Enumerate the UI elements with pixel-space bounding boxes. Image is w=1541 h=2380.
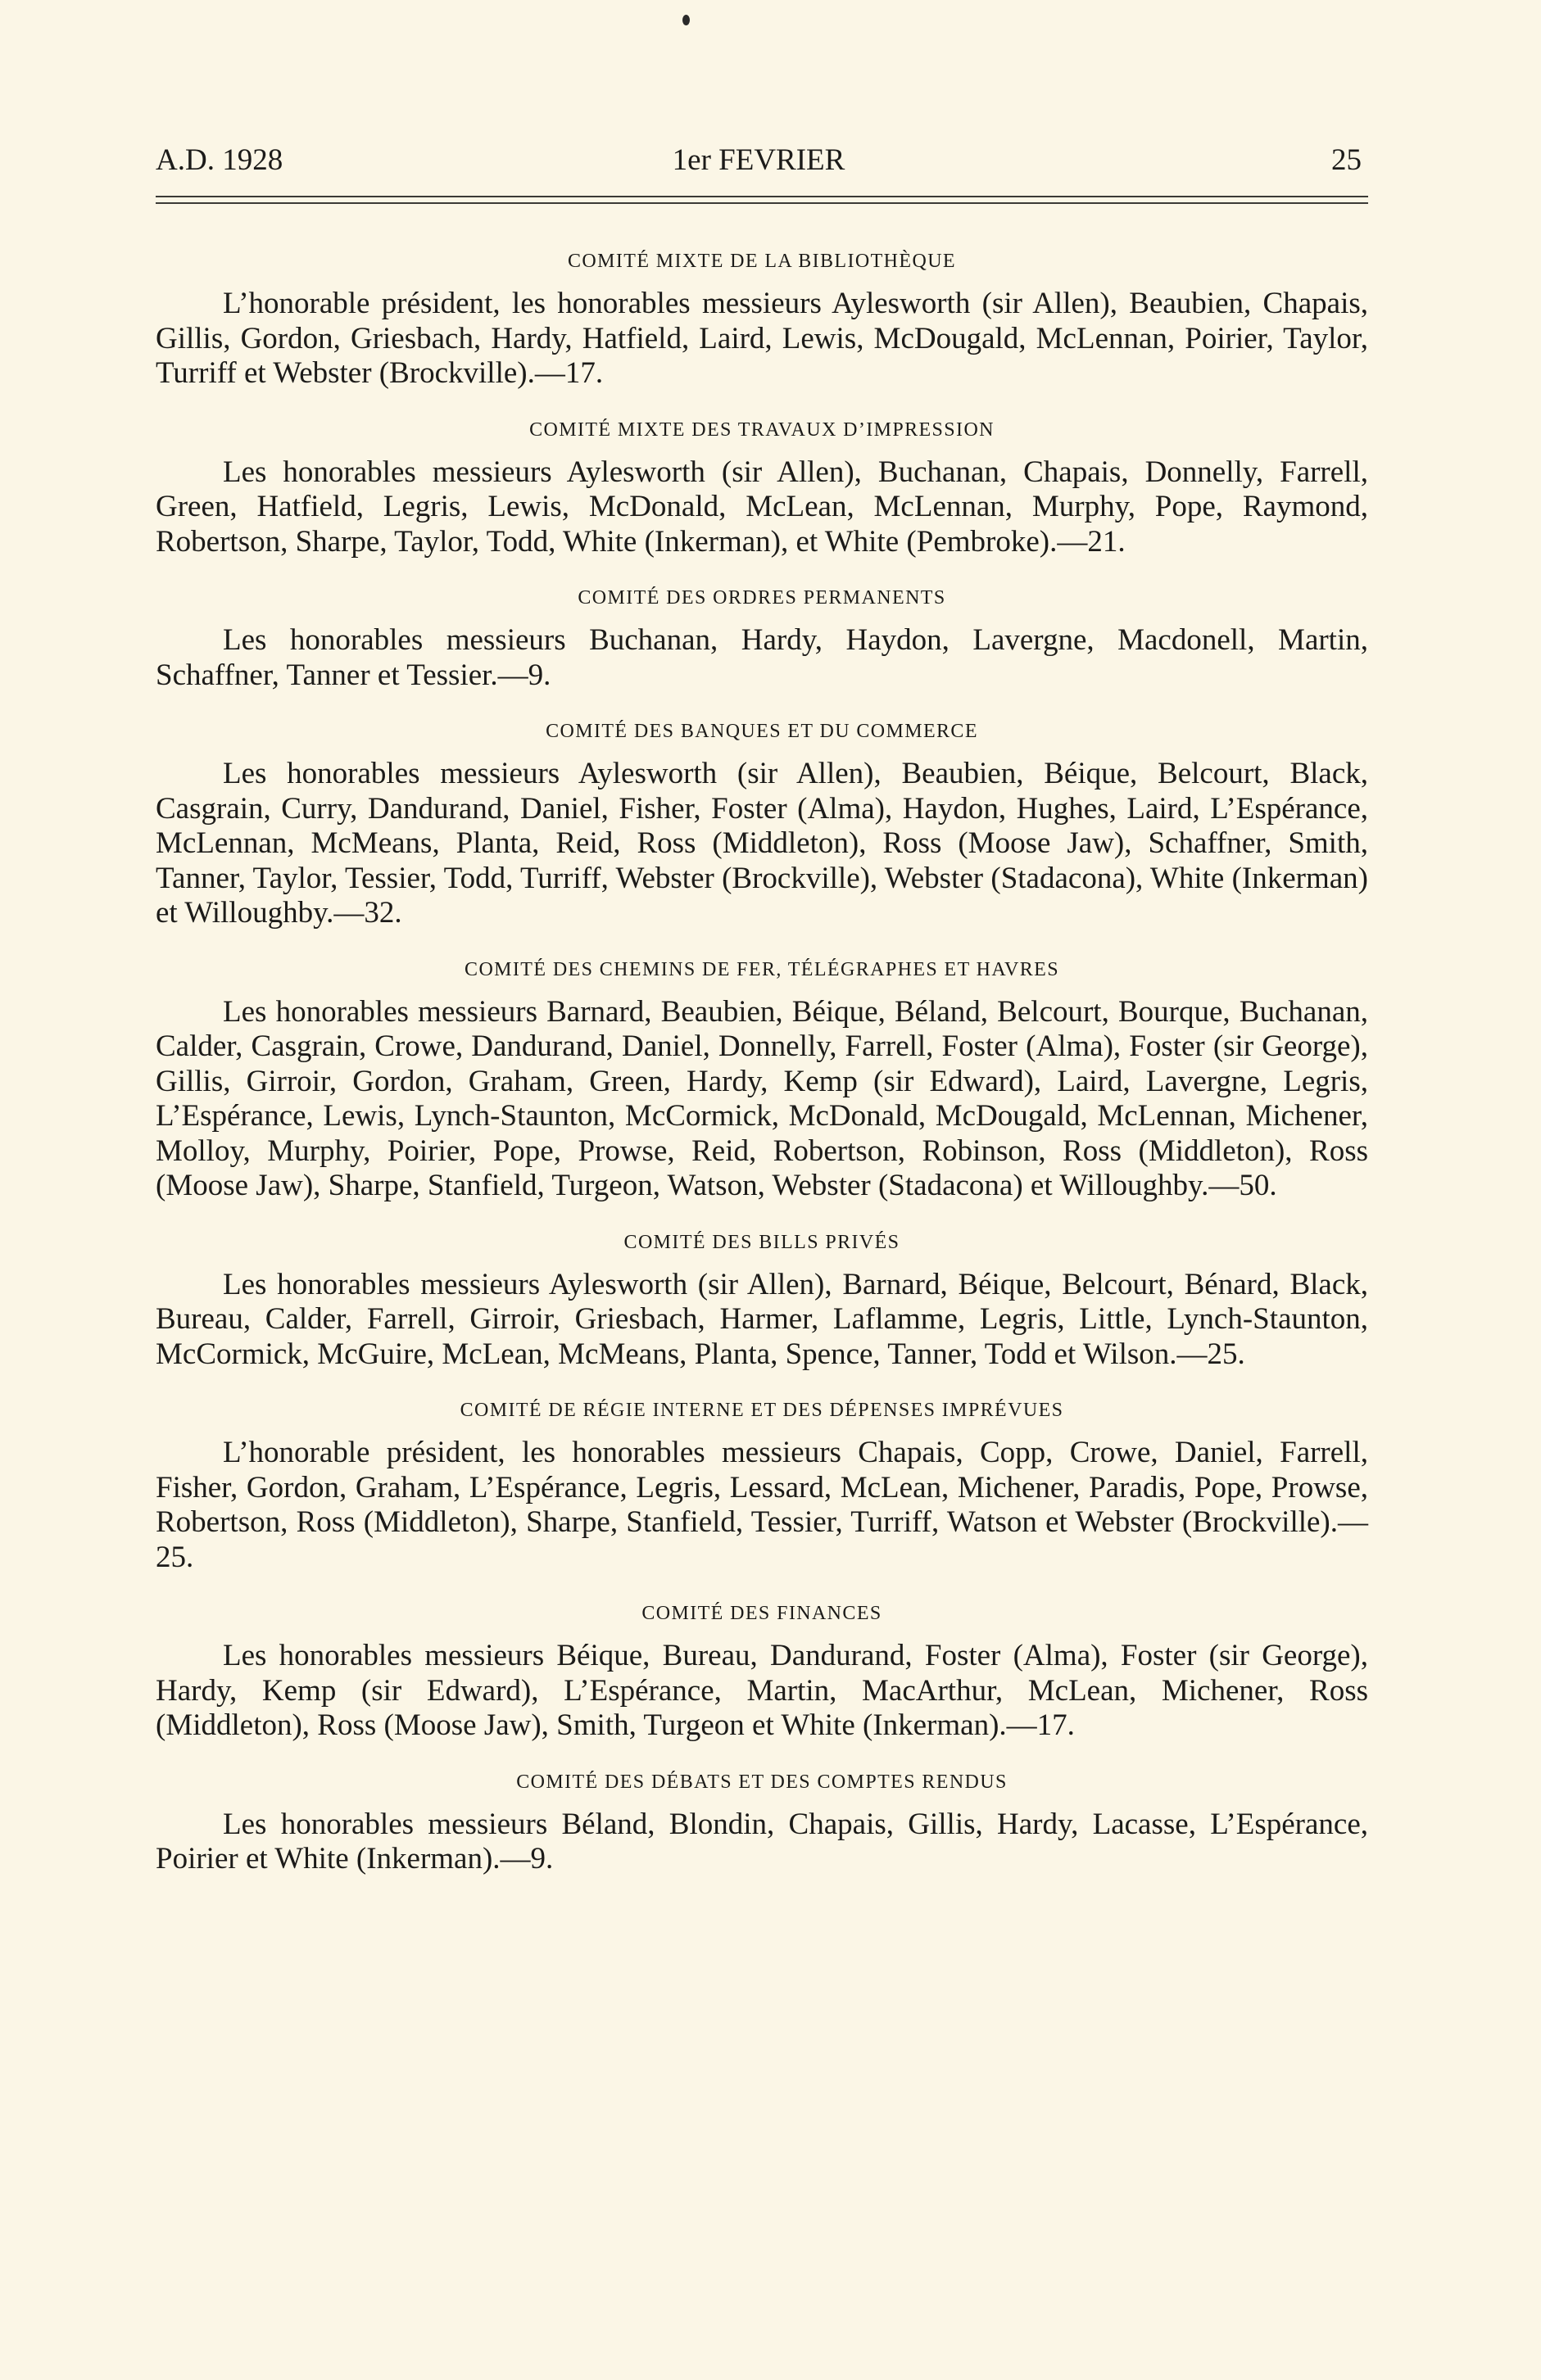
header-date: 1er FEVRIER — [672, 143, 845, 177]
committee-members: Les honorables messieurs Buchanan, Hardy, Haydon, Lavergne, Macdonell, Martin, Schaffner, Tanner et Tessier.—9. — [156, 623, 1368, 692]
committee-members: Les honorables messieurs Béique, Bureau, Dandurand, Foster (Alma), Foster (sir George), Hardy, Kemp (sir Edward), L’Espérance, Martin, MacArthur, McLean, Michener, Ross (Middleton), Ross (Moose Jaw), Smith, Turgeon et White (Inkerman).—17. — [156, 1639, 1368, 1742]
committee-section-regie-interne — [156, 1395, 1368, 1575]
committee-section-impression — [156, 414, 1368, 560]
committee-heading: COMITÉ DES ORDRES PERMANENTS — [578, 587, 946, 609]
committee-section-bibliotheque — [156, 246, 1368, 391]
committee-heading: COMITÉ DE RÉGIE INTERNE ET DES DÉPENSES IMPRÉVUES — [460, 1400, 1064, 1421]
committee-section-finances — [156, 1598, 1368, 1744]
printer-mark — [682, 15, 690, 25]
header-rule-top — [156, 196, 1368, 197]
committee-members: Les honorables messieurs Béland, Blondin, Chapais, Gillis, Hardy, Lacasse, L’Espérance, Poirier et White (Inkerman).—9. — [156, 1807, 1368, 1875]
committee-members: L’honorable président, les honorables messieurs Chapais, Copp, Crowe, Daniel, Farrell, Fisher, Gordon, Graham, L’Espérance, Legris, Lessard, McLean, Michener, Paradis, Pope, Prowse, Robertson, Ross (Middleton), Sharpe, Stanfield, Tessier, Turriff, Watson et Webster (Brockville).—25. — [156, 1436, 1368, 1574]
committee-heading: COMITÉ MIXTE DE LA BIBLIOTHÈQUE — [567, 251, 956, 272]
running-head — [156, 138, 1362, 183]
committee-members: Les honorables messieurs Aylesworth (sir Allen), Barnard, Béique, Belcourt, Bénard, Black, Bureau, Calder, Farrell, Girroir, Griesbach, Harmer, Laflamme, Legris, Little, Lynch-Staunton, McCormick, McGuire, McLean, McMeans, Planta, Spence, Tanner, Todd et Wilson.—25. — [156, 1267, 1368, 1371]
committee-members: L’honorable président, les honorables messieurs Aylesworth (sir Allen), Beaubien, Chapais, Gillis, Gordon, Griesbach, Hardy, Hatfield, Laird, Lewis, McDougald, McLennan, Poirier, Taylor, Turriff et Webster (Brockville).—17. — [156, 287, 1368, 390]
committee-members: Les honorables messieurs Aylesworth (sir Allen), Buchanan, Chapais, Donnelly, Farrell, Green, Hatfield, Legris, Lewis, McDonald, McLean, McLennan, Murphy, Pope, Raymond, Robertson, Sharpe, Taylor, Todd, White (Inkerman), et White (Pembroke).—21. — [156, 455, 1368, 559]
header-year: A.D. 1928 — [156, 143, 283, 177]
committee-heading: COMITÉ DES CHEMINS DE FER, TÉLÉGRAPHES ET HAVRES — [465, 958, 1059, 980]
committee-heading: COMITÉ MIXTE DES TRAVAUX D’IMPRESSION — [529, 419, 995, 441]
committee-section-bills-prives — [156, 1227, 1368, 1373]
committee-heading: COMITÉ DES FINANCES — [641, 1603, 882, 1624]
committee-section-banques — [156, 716, 1368, 931]
committee-heading: COMITÉ DES DÉBATS ET DES COMPTES RENDUS — [516, 1771, 1008, 1793]
committee-heading: COMITÉ DES BANQUES ET DU COMMERCE — [546, 721, 978, 742]
committee-section-chemins-de-fer — [156, 954, 1368, 1204]
committee-list — [156, 246, 1368, 1900]
committee-heading: COMITÉ DES BILLS PRIVÉS — [623, 1231, 900, 1253]
committee-members: Les honorables messieurs Barnard, Beaubien, Béique, Béland, Belcourt, Bourque, Buchanan, Calder, Casgrain, Crowe, Dandurand, Daniel, Donnelly, Farrell, Foster (Alma), Foster (sir George), Gillis, Girroir, Gordon, Graham, Green, Hardy, Kemp (sir Edward), Laird, Lavergne, Legris, L’Espérance, Lewis, Lynch-Staunton, McCormick, McDonald, McDougald, McLennan, Michener, Molloy, Murphy, Poirier, Pope, Prowse, Reid, Robertson, Robinson, Ross (Middleton), Ross (Moose Jaw), Sharpe, Stanfield, Turgeon, Watson, Webster (Stadacona) et Willoughby.—50. — [156, 994, 1368, 1202]
committee-section-ordres-permanents — [156, 582, 1368, 693]
committee-members: Les honorables messieurs Aylesworth (sir Allen), Beaubien, Béique, Belcourt, Black, Casgrain, Curry, Dandurand, Daniel, Fisher, Foster (Alma), Haydon, Hughes, Laird, L’Espérance, McLennan, McMeans, Planta, Reid, Ross (Middleton), Ross (Moose Jaw), Schaffner, Smith, Tanner, Taylor, Tessier, Todd, Turriff, Webster (Brockville), Webster (Stadacona), White (Inkerman) et Willoughby.—32. — [156, 757, 1368, 930]
header-rule-bottom — [156, 202, 1368, 204]
committee-section-debats — [156, 1767, 1368, 1877]
page-number: 25 — [1331, 143, 1362, 177]
